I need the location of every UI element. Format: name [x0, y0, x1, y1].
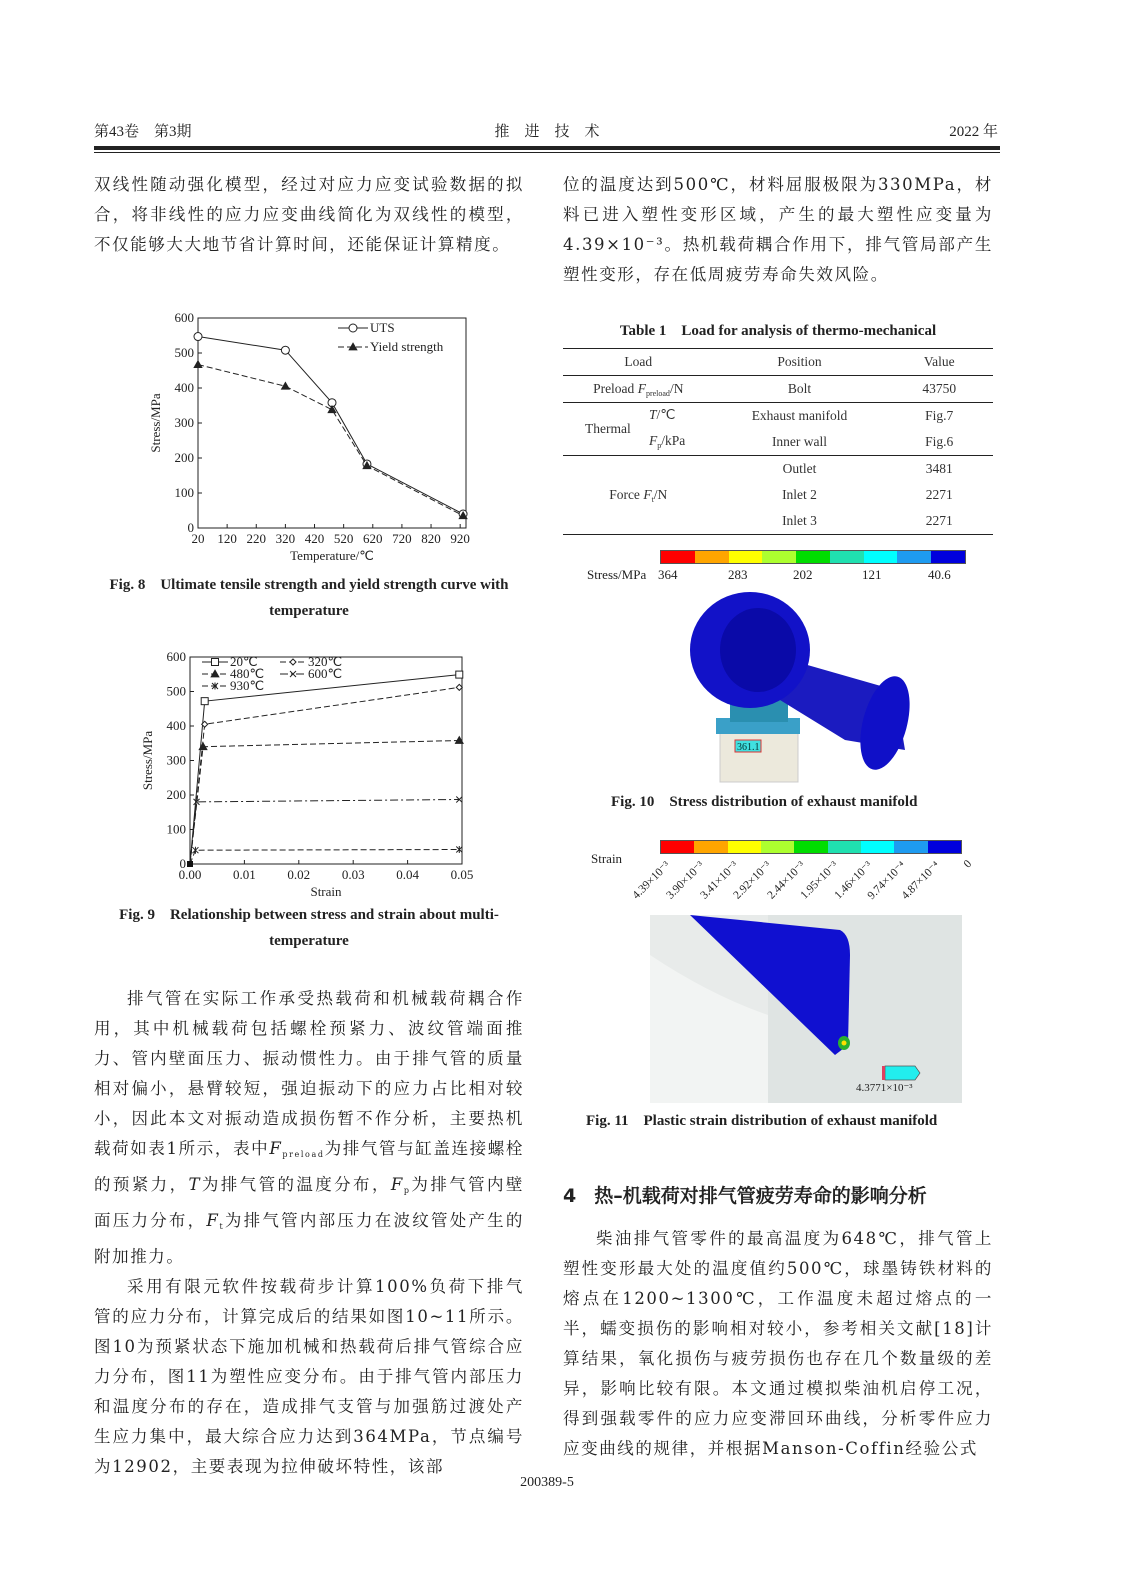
load-label: Preload [593, 380, 638, 396]
hotspot-core [842, 1041, 847, 1046]
y-axis-label: Stress/MPa [140, 730, 155, 791]
cell-thermal [563, 403, 714, 456]
th-position: Position [777, 354, 822, 369]
fig10-scale-label: 121 [862, 567, 882, 582]
table-row [563, 403, 993, 430]
fig10-scale-label: 283 [728, 567, 748, 582]
paragraph-text: 位的温度达到500℃，材料屈服极限为330MPa，材料已进入塑性变形区域，产生的最大塑性应变量为4.39×10⁻³。热机载荷耦合作用下，排气管局部产生塑性变形，存在低周疲劳寿命失效风险。 [563, 175, 993, 284]
x-tick-label: 0.01 [233, 867, 256, 882]
x-axis-label: Strain [310, 884, 342, 899]
x-tick-label: 320 [275, 531, 296, 546]
colorbar-segment [695, 551, 729, 563]
marker-circle [281, 346, 289, 354]
colorbar-segment [729, 551, 763, 563]
cell-value: 3481 [925, 461, 953, 476]
y-tick-label: 0 [179, 856, 186, 871]
x-tick-label: 520 [333, 531, 354, 546]
x-tick-label: 420 [304, 531, 325, 546]
x-tick-label: 620 [363, 531, 383, 546]
table-header-row [563, 349, 993, 376]
colorbar-segment [864, 551, 898, 563]
fig10-scale-label: 202 [793, 567, 813, 582]
fig11-strain-render [650, 915, 962, 1103]
header-volume-issue: 第43卷 第3期 [94, 124, 192, 140]
colorbar-segment [828, 841, 861, 853]
colorbar-segment [661, 841, 694, 853]
fig11-legend-label: Strain [591, 851, 623, 866]
fig11-scale-label: 1.46×10⁻³ [832, 859, 875, 902]
text-run: 为排气管内部压力在波纹管处产生的附加推力。 [94, 1211, 524, 1266]
marker-square [201, 698, 208, 705]
force-unit: /N [653, 486, 668, 502]
x-tick-label: 0.03 [341, 867, 365, 882]
colorbar-segment [931, 551, 965, 563]
thermal-unit: /℃ [656, 407, 676, 422]
x-tick-label: 0.05 [450, 867, 474, 882]
load-unit: /N [669, 380, 684, 396]
fig8-caption [94, 572, 524, 624]
origin-marker [187, 861, 193, 867]
legend-label: Yield strength [370, 339, 444, 354]
th-value: Value [923, 354, 955, 369]
y-tick-label: 600 [166, 649, 186, 664]
probe-value: 4.3771×10⁻³ [856, 1082, 913, 1094]
text-run: 为排气管内壁面压力分布， [94, 1175, 525, 1230]
table-row [563, 456, 993, 483]
x-axis-label: Temperature/℃ [290, 548, 374, 563]
y-tick-label: 200 [166, 787, 186, 802]
x-tick-label: 820 [421, 531, 441, 546]
cell-position: Inlet 2 [782, 487, 817, 502]
force-label: Force [609, 486, 644, 502]
fig11-scale-label: 0 [961, 858, 974, 871]
section-heading [563, 1181, 927, 1208]
cell-position: Exhaust manifold [751, 408, 848, 423]
thermal-symbol: T [649, 407, 657, 422]
table-row [563, 376, 993, 403]
x-tick-label: 120 [217, 531, 237, 546]
y-tick-label: 200 [174, 450, 194, 465]
thermal-label: Thermal [585, 421, 631, 436]
x-tick-label: 220 [246, 531, 267, 546]
text-run: 为排气管与缸盖连接螺栓的预紧力， [94, 1139, 524, 1194]
fig10-scale-label: 364 [658, 567, 678, 582]
x-tick-label: 0.00 [178, 867, 202, 882]
y-tick-label: 0 [187, 520, 194, 535]
caption-text: Fig. 9 Relationship between stress and strain about multi-temperature [119, 907, 499, 949]
fig10-scale-label: 40.6 [928, 567, 951, 582]
fig10-manifold-render [640, 590, 940, 785]
fig11-colorbar [660, 840, 962, 854]
force-subscript: t [651, 494, 654, 504]
paragraph-fem: 采用有限元软件按载荷步计算100%负荷下排气管的应力分布，计算完成后的结果如图10~11所示。图10为预紧状态下施加机械和热载荷后排气管综合应力分布，图11为塑性应变分布。由于排气管内部压力和温度分布的存在，造成排气支管与加强筋过渡处产生应力集中，最大综合应力达到364MPa，节点编号为12902，主要表现为拉伸破坏特性，该部 [94, 1277, 524, 1476]
y-tick-label: 300 [174, 415, 194, 430]
cell-load [563, 376, 714, 403]
fig11-scale-label: 3.41×10⁻³ [697, 859, 741, 902]
left-bottom-text [94, 984, 524, 1482]
colorbar-segment [761, 841, 794, 853]
fig11-scale-label: 2.92×10⁻³ [731, 859, 774, 902]
x-tick-label: 0.04 [396, 867, 419, 882]
cell-value: 2271 [925, 487, 953, 502]
colorbar-segment [796, 551, 830, 563]
cell-value: Fig.6 [925, 434, 954, 449]
fig11-scale-label: 4.87×10⁻⁴ [899, 859, 942, 902]
cell-position: Inlet 3 [782, 513, 817, 528]
colorbar-segment [861, 841, 894, 853]
x-tick-label: 720 [392, 531, 412, 546]
y-tick-label: 400 [166, 718, 186, 733]
fig11-scale-label: 4.39×10⁻³ [630, 859, 673, 902]
y-tick-label: 400 [174, 380, 194, 395]
x-tick-label: 20 [191, 531, 205, 546]
fig8-chart [140, 305, 480, 570]
cell-value: 2271 [925, 513, 953, 528]
section-title: 热–机载荷对排气管疲劳寿命的影响分析 [594, 1185, 927, 1207]
marker-circle [194, 333, 202, 341]
header-rule-thick [94, 146, 1000, 150]
colorbar-segment [762, 551, 796, 563]
header-year: 2022 年 [949, 124, 998, 140]
section-number: 4 [563, 1185, 577, 1207]
y-tick-label: 600 [174, 310, 194, 325]
load-subscript: preload [645, 388, 670, 398]
marker-circle [349, 324, 357, 332]
fig10-caption: Fig. 10 Stress distribution of exhaust manifold [611, 794, 918, 810]
legend-label: 320℃ [308, 654, 343, 669]
page-number: 200389-5 [520, 1475, 574, 1490]
header-journal: 推 进 技 术 [494, 124, 600, 140]
fig9-caption [94, 902, 524, 954]
colorbar-segment [928, 841, 961, 853]
inlet-bore [720, 608, 796, 692]
cell-value: Fig.7 [925, 408, 954, 423]
cell-value: 43750 [922, 381, 957, 396]
cell-position: Inner wall [771, 434, 828, 449]
paragraph-loads: 排气管在实际工作承受热载荷和机械载荷耦合作用，其中机械载荷包括螺栓预紧力、波纹管端面推力、管内壁面压力、振动惯性力。由于排气管的质量相对偏小，悬臂较短，强迫振动下的应力占比相对较小，因此本文对振动造成损伤暂不作分析，主要热机载荷如表1所示，表中$F_{preload}$为排气管与缸盖连接螺栓的预紧力，T为排气管的温度分布，$F_p$为排气管内壁面压力分布，$F_t$为排气管内部压力在波纹管处产生的附加推力。 [94, 989, 525, 1266]
colorbar-segment [661, 551, 695, 563]
table1 [563, 348, 993, 535]
legend-label: 20℃ [230, 654, 258, 669]
marker-square [212, 659, 219, 666]
probe-tag [885, 1066, 920, 1080]
section4-paragraph [563, 1224, 993, 1464]
header-rule-thin [94, 152, 1000, 153]
load-symbol: F [637, 380, 646, 396]
pressure-symbol: F [649, 433, 658, 448]
pressure-subscript: p [657, 441, 662, 450]
x-tick-label: 920 [450, 531, 470, 546]
fig11-caption: Fig. 11 Plastic strain distribution of exhaust manifold [586, 1113, 938, 1129]
text-run: 为排气管的温度分布， [201, 1175, 391, 1194]
pressure-unit: /kPa [661, 433, 686, 448]
fig11-scale-label: 9.74×10⁻⁴ [865, 859, 909, 902]
legend-label: 600℃ [308, 666, 343, 681]
y-tick-label: 100 [174, 485, 194, 500]
y-tick-label: 300 [166, 752, 186, 768]
left-top-paragraph [94, 170, 524, 260]
legend-label: UTS [370, 320, 395, 335]
colorbar-segment [830, 551, 864, 563]
colorbar-segment [694, 841, 727, 853]
probe-value: 361.1 [737, 742, 760, 753]
fig11-scale-label: 1.95×10⁻³ [798, 859, 841, 902]
y-tick-label: 100 [166, 821, 186, 837]
legend-label: 930℃ [230, 678, 265, 693]
base-block [720, 730, 798, 782]
fig10-colorbar [660, 550, 966, 564]
fig11-scale-label: 2.44×10⁻³ [765, 859, 808, 902]
marker-square [456, 671, 463, 678]
table1-title: Table 1 Load for analysis of thermo-mechanical [619, 323, 937, 339]
fig10-legend-label: Stress/MPa [587, 567, 647, 582]
paragraph-text: 双线性随动强化模型，经过对应力应变试验数据的拟合，将非线性的应力应变曲线简化为双线性的模型，不仅能够大大地节省计算时间，还能保证计算精度。 [94, 175, 524, 254]
right-top-paragraph [563, 170, 993, 290]
colorbar-segment [894, 841, 927, 853]
text-run: 排气管在实际工作承受热载荷和机械载荷耦合作用，其中机械载荷包括螺栓预紧力、波纹管端面推力、管内壁面压力、振动惯性力。由于排气管的质量相对偏小，悬臂较短，强迫振动下的应力占比相对较小，因此本文对振动造成损伤暂不作分析，主要热机载荷如表1所示，表中 [94, 989, 524, 1158]
y-axis-label: Stress/MPa [148, 393, 163, 453]
colorbar-segment [794, 841, 827, 853]
cell-position: Outlet [782, 461, 817, 476]
fig9-chart [140, 645, 480, 905]
colorbar-segment [728, 841, 761, 853]
x-tick-label: 0.02 [287, 867, 311, 882]
legend-label: 480℃ [230, 666, 265, 681]
y-tick-label: 500 [174, 345, 194, 360]
cell-force [563, 456, 714, 535]
force-symbol: F [643, 486, 652, 502]
cell-position: Bolt [787, 381, 812, 396]
caption-text: Fig. 8 Ultimate tensile strength and yield strength curve with temperature [109, 577, 509, 619]
colorbar-segment [897, 551, 931, 563]
fig11-scale-label: 3.90×10⁻³ [664, 859, 707, 902]
th-load: Load [624, 354, 653, 369]
probe-marker [882, 1066, 885, 1080]
y-tick-label: 500 [166, 683, 186, 699]
paragraph-text: 柴油排气管零件的最高温度为648℃，排气管上塑性变形最大处的温度值约500℃，球墨铸铁材料的熔点在1200~1300℃，工作温度未超过熔点的一半，蠕变损伤的影响相对较小，参考相关文献[18]计算结果，氧化损伤与疲劳损伤也存在几个数量级的差异，影响比较有限。本文通过模拟柴油机启停工况，得到强载零件的应力应变滞回环曲线，分析零件应力应变曲线的规律，并根据Manson-Coffin经验公式 [563, 1229, 993, 1458]
